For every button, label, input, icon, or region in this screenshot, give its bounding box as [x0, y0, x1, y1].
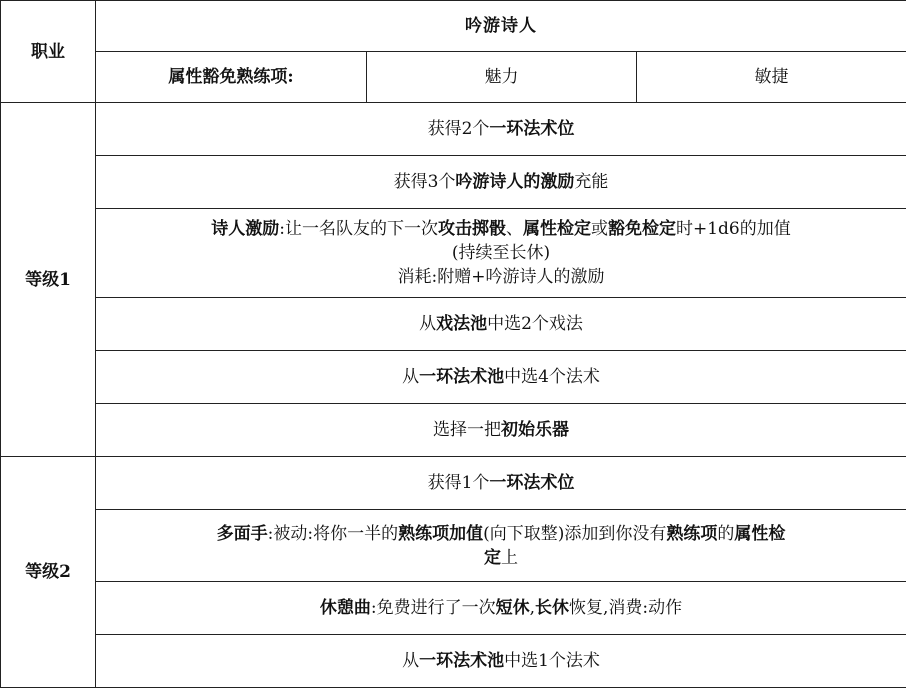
feature-cell: [96, 209, 906, 298]
feature-line: [102, 217, 900, 241]
keyword-text: 一环法术池: [419, 651, 505, 671]
keyword-text: 一环法术位: [489, 473, 575, 493]
feature-cell: [96, 156, 906, 209]
feature-line: [102, 522, 900, 546]
keyword-text: 戏法池: [436, 314, 488, 334]
keyword-text: 定: [484, 547, 501, 568]
body-text: 或: [590, 219, 608, 239]
body-text: 中选1个法术: [504, 651, 600, 671]
body-text: :免费进行了一次: [370, 598, 496, 618]
body-text: 选择一把: [433, 420, 501, 440]
feature-cell: [96, 404, 906, 457]
keyword-text: 豁免检定: [607, 219, 676, 239]
level-label: 等级1: [1, 103, 96, 457]
keyword-text: 吟游诗人的激励: [455, 172, 575, 192]
body-text: 中选2个戏法: [487, 314, 583, 334]
body-text: (向下取整)添加到你没有: [483, 523, 667, 544]
feature-cell: [96, 103, 906, 156]
keyword-text: 长休: [535, 598, 569, 618]
class-row-label: 职业: [1, 1, 96, 103]
body-text: (持续至长休): [451, 243, 551, 263]
body-text: 消耗:附赠+吟游诗人的激励: [397, 267, 605, 287]
keyword-text: 休憩曲: [319, 598, 371, 618]
body-text: 、: [505, 219, 523, 239]
body-text: :被动:将你一半的: [267, 523, 399, 544]
feature-cell: [96, 298, 906, 351]
body-text: 的: [717, 523, 735, 544]
keyword-text: 多面手: [216, 523, 268, 544]
body-text: 时+1d6的加值: [675, 219, 791, 239]
feature-line: [102, 265, 900, 289]
body-text: 从: [402, 367, 420, 387]
body-text: 上: [501, 547, 518, 568]
body-text: 充能: [574, 172, 609, 192]
keyword-text: 诗人激励: [211, 219, 280, 239]
class-title: 吟游诗人: [96, 1, 906, 52]
body-text: 恢复,消费:动作: [569, 598, 683, 618]
level-label: 等级2: [1, 457, 96, 688]
feature-line: [102, 546, 900, 570]
keyword-text: 熟练项加值: [398, 523, 484, 544]
keyword-text: 熟练项: [666, 523, 718, 544]
keyword-text: 短休: [495, 598, 530, 618]
body-text: 中选4个法术: [504, 367, 600, 387]
saving-throw-2: 敏捷: [637, 52, 906, 103]
feature-cell: [96, 457, 906, 510]
feature-line: [102, 241, 900, 265]
keyword-text: 属性检定: [522, 219, 591, 239]
body-text: 获得1个: [427, 473, 490, 493]
keyword-text: 一环法术池: [419, 367, 505, 387]
body-text: 获得3个: [393, 172, 456, 192]
feature-cell: [96, 582, 906, 635]
feature-cell: [96, 635, 906, 688]
body-text: 获得2个: [427, 119, 490, 139]
keyword-text: 属性检: [734, 523, 786, 544]
feature-cell: [96, 510, 906, 582]
keyword-text: 初始乐器: [501, 420, 569, 440]
keyword-text: 攻击掷骰: [437, 219, 506, 239]
keyword-text: 一环法术位: [489, 119, 575, 139]
body-text: ,: [529, 598, 535, 618]
saving-throw-label: 属性豁免熟练项:: [96, 52, 367, 103]
body-text: 从: [402, 651, 420, 671]
saving-throw-1: 魅力: [367, 52, 637, 103]
body-text: :让一名队友的下一次: [279, 219, 438, 239]
body-text: 从: [419, 314, 437, 334]
feature-cell: [96, 351, 906, 404]
